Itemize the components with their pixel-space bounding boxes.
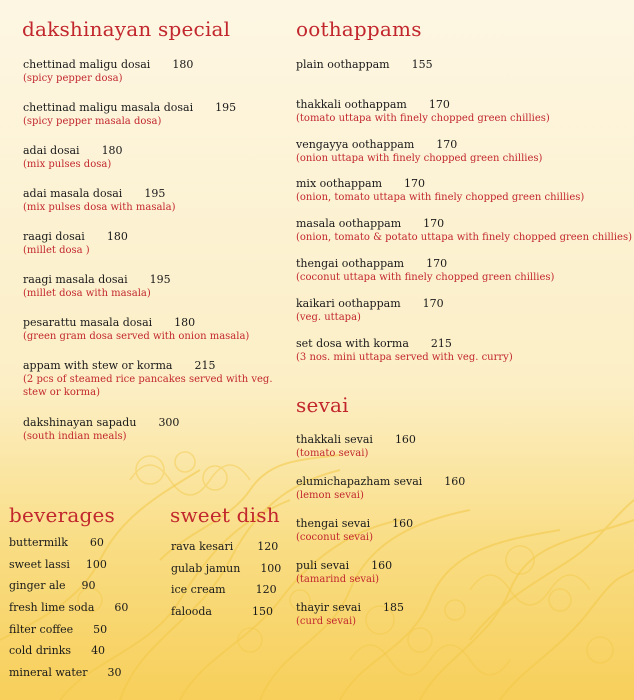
item-description-continued: stew or korma) [23, 387, 100, 398]
item-price: 100 [260, 561, 282, 575]
oothappams-title: oothappams [296, 17, 422, 41]
sweet-dish-list [171, 540, 281, 627]
sevai-list [296, 433, 465, 643]
menu-item [171, 540, 281, 562]
item-price: 195 [215, 101, 237, 114]
oothappams-list [296, 58, 632, 376]
item-price: 160 [392, 517, 414, 530]
item-price: 170 [428, 97, 450, 111]
item-description: (3 nos. mini uttapa served with veg. curry) [296, 351, 513, 363]
item-description: (mix pulses dosa) [23, 159, 112, 170]
menu-item [296, 433, 465, 475]
item-description: (coconut uttapa with finely chopped green chillies) [296, 271, 555, 283]
item-price: 160 [371, 559, 393, 572]
item-name: rava kesari [171, 540, 234, 553]
item-description: (mix pulses dosa with masala) [23, 202, 176, 213]
menu-item [296, 297, 632, 337]
item-price: 180 [101, 144, 123, 157]
menu-item [296, 98, 632, 138]
item-description: (curd sevai) [296, 616, 357, 627]
item-name: puli sevai [296, 559, 350, 572]
item-price: 195 [149, 273, 171, 286]
item-description: (millet dosa with masala) [23, 288, 151, 299]
item-price: 180 [172, 58, 194, 71]
item-name: cold drinks [9, 644, 72, 658]
menu-item [296, 559, 465, 601]
item-description: (tamarind sevai) [296, 574, 380, 585]
menu-item [23, 273, 273, 316]
item-description: (tomato sevai) [296, 448, 369, 459]
item-price: 160 [444, 475, 466, 488]
beverages-list [9, 536, 128, 688]
menu-item [296, 58, 632, 98]
item-price: 170 [423, 217, 445, 231]
item-price: 120 [257, 540, 279, 553]
item-description: (spicy pepper dosa) [23, 73, 123, 84]
item-price: 170 [436, 137, 458, 151]
item-name: mineral water [9, 666, 88, 680]
menu-item [23, 58, 273, 101]
item-name: set dosa with korma [296, 336, 409, 350]
item-price: 170 [426, 256, 448, 270]
sevai-title: sevai [296, 393, 349, 417]
item-price: 40 [91, 644, 106, 658]
item-name: buttermilk [9, 536, 68, 549]
menu-item [9, 536, 128, 558]
menu-item [9, 601, 128, 623]
item-description: (green gram dosa served with onion masala) [23, 331, 250, 342]
menu-item [9, 579, 128, 601]
item-name: thakkali sevai [296, 433, 373, 446]
item-description: (onion uttapa with finely chopped green chillies) [296, 152, 543, 164]
item-name: mix oothappam [296, 177, 383, 191]
menu-item [23, 230, 273, 273]
item-name: chettinad maligu dosai [23, 58, 151, 71]
menu-item [296, 257, 632, 297]
menu-item [23, 101, 273, 144]
item-price: 90 [81, 579, 96, 593]
menu-item [9, 666, 128, 688]
item-price: 215 [194, 359, 216, 372]
menu-item [296, 337, 632, 377]
dakshinayan-special-list [23, 58, 273, 459]
item-name: thengai oothappam [296, 256, 405, 270]
sweet-dish-title: sweet dish [170, 503, 280, 527]
item-price: 120 [255, 583, 277, 597]
item-name: vengayya oothappam [296, 137, 415, 151]
item-name: thengai sevai [296, 517, 371, 530]
item-description: (millet dosa ) [23, 245, 90, 256]
item-name: dakshinayan sapadu [23, 416, 137, 429]
item-name: pesarattu masala dosai [23, 316, 153, 329]
menu-item [296, 138, 632, 178]
menu-item [23, 416, 273, 459]
item-name: adai masala dosai [23, 187, 123, 200]
menu-item [296, 475, 465, 517]
item-name: masala oothappam [296, 217, 402, 231]
item-price: 215 [430, 336, 452, 350]
item-price: 50 [93, 622, 108, 636]
item-description: (tomato uttapa with finely chopped green chillies) [296, 112, 550, 124]
item-price: 60 [114, 601, 129, 615]
menu-item [23, 359, 273, 416]
item-description: (south indian meals) [23, 431, 127, 442]
item-name: raagi masala dosai [23, 273, 128, 286]
menu-item [23, 187, 273, 230]
item-description: (coconut sevai) [296, 532, 373, 543]
item-name: falooda [171, 605, 212, 619]
item-price: 180 [106, 230, 128, 243]
menu-item [171, 583, 281, 605]
item-description: (onion, tomato uttapa with finely chopped green chillies) [296, 192, 585, 204]
item-price: 170 [404, 177, 426, 191]
item-price: 170 [422, 296, 444, 310]
item-description: (2 pcs of steamed rice pancakes served with veg. [23, 374, 273, 385]
menu-item [296, 517, 465, 559]
item-name: ginger ale [9, 579, 66, 593]
item-name: filter coffee [9, 622, 74, 636]
item-price: 185 [383, 601, 404, 614]
item-name: kaikari oothappam [296, 296, 401, 310]
item-description: (onion, tomato & potato uttapa with finely chopped green chillies) [296, 232, 632, 244]
item-price: 155 [411, 58, 433, 71]
item-name: gulab jamun [171, 561, 241, 575]
item-price: 160 [394, 433, 416, 446]
item-description: (lemon sevai) [296, 490, 364, 501]
item-name: thayir sevai [296, 601, 361, 614]
item-description: (veg. uttapa) [296, 311, 361, 323]
menu-item [9, 644, 128, 666]
item-name: sweet lassi [9, 557, 70, 571]
item-price: 100 [85, 557, 107, 571]
item-price: 180 [174, 316, 196, 329]
item-name: chettinad maligu masala dosai [23, 101, 194, 114]
item-description: (spicy pepper masala dosa) [23, 116, 162, 127]
item-name: appam with stew or korma [23, 359, 173, 372]
item-name: adai dosai [23, 144, 80, 157]
menu-item [23, 144, 273, 187]
menu-item [9, 623, 128, 645]
menu-item [171, 562, 281, 584]
item-name: raagi dosai [23, 230, 85, 243]
item-name: ice cream [171, 583, 226, 597]
item-name: elumichapazham sevai [296, 475, 423, 488]
item-price: 150 [252, 605, 273, 619]
menu-item [296, 601, 465, 643]
menu-item [171, 605, 281, 627]
menu-item [296, 217, 632, 257]
menu-item [296, 177, 632, 217]
beverages-title: beverages [9, 503, 115, 527]
item-price: 30 [107, 666, 122, 680]
item-name: plain oothappam [296, 58, 390, 71]
menu-item [23, 316, 273, 359]
item-price: 195 [144, 187, 166, 200]
item-name: thakkali oothappam [296, 97, 407, 111]
menu-item [9, 558, 128, 580]
item-name: fresh lime soda [9, 601, 95, 615]
item-price: 60 [89, 536, 104, 549]
item-price: 300 [158, 416, 180, 429]
dakshinayan-special-title: dakshinayan special [22, 17, 231, 41]
